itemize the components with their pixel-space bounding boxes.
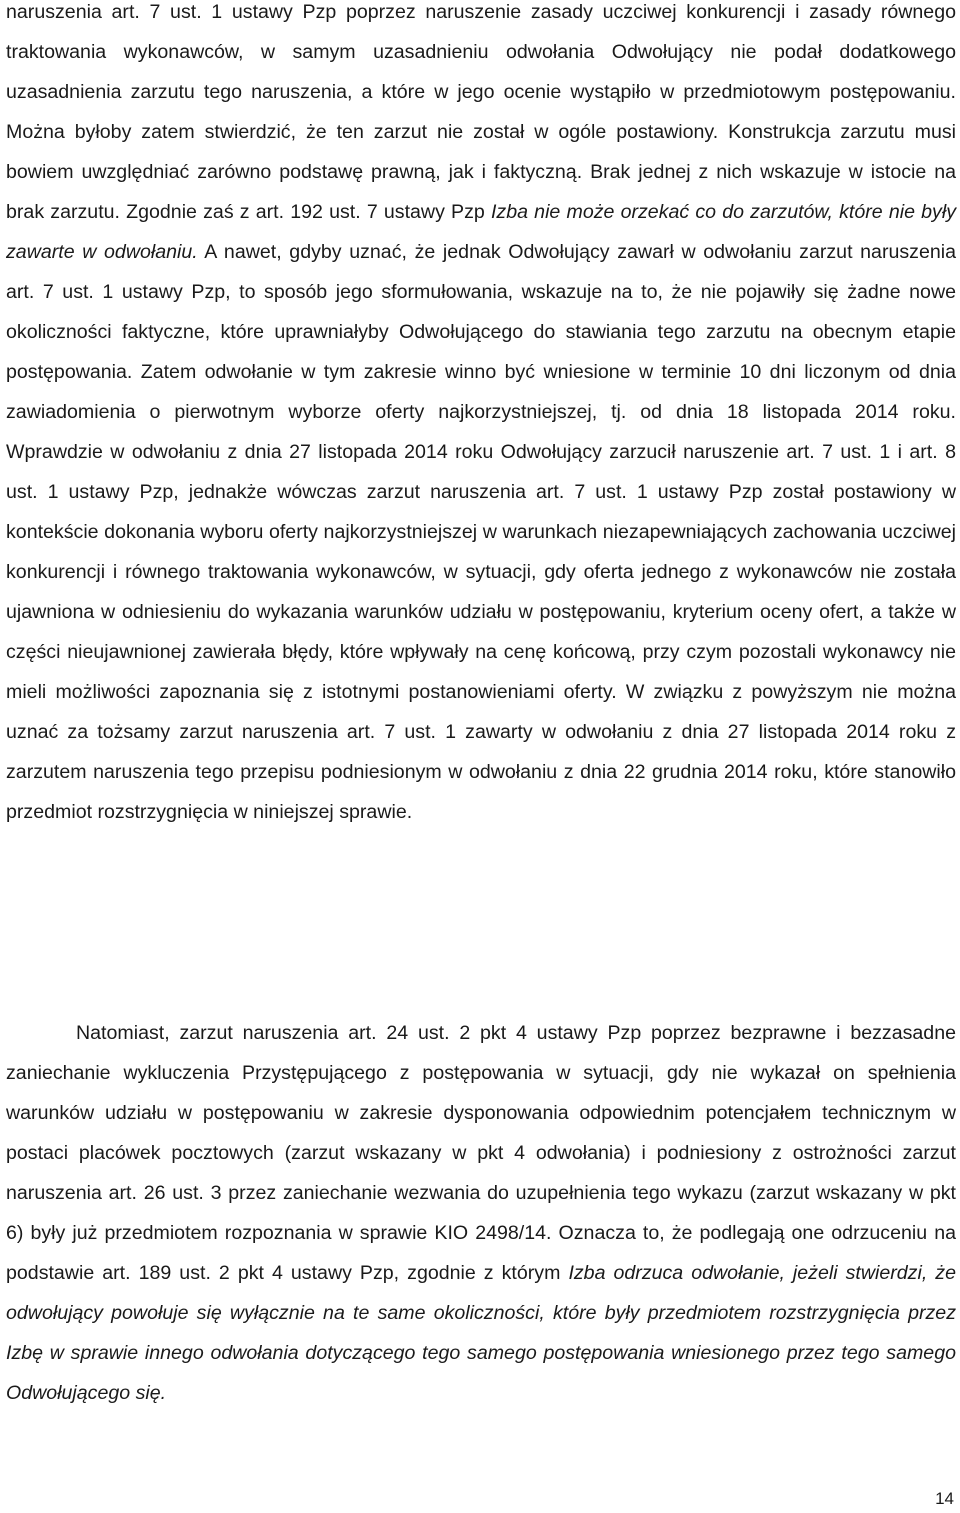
paragraph-1-text-b: A nawet, gdyby uznać, że jednak Odwołujący zawarł w odwołaniu zarzut naruszenia art. 7 ust. 1 ustawy Pzp, to sposób jego sformułowania, wskazuje na to, że nie pojawiły się żadne nowe okoliczności faktyczne, które uprawniałyby Odwołującego do stawiania tego zarzutu na obecnym etapie postępowania. Zatem odwołanie w tym zakresie winno być wniesione w terminie 10 dni liczonym od dnia zawiadomienia o pierwotnym wyborze oferty najkorzystniejszej, tj. od dnia 18 listopada 2014 roku. Wprawdzie w odwołaniu z dnia 27 listopada 2014 roku Odwołujący zarzucił naruszenie art. 7 ust. 1 i art. 8 ust. 1 ustawy Pzp, jednakże wówczas zarzut naruszenia art. 7 ust. 1 ustawy Pzp został postawiony w kontekście dokonania wyboru oferty najkorzystniejszej w warunkach niezapewniających zachowania uczciwej konkurencji i równego traktowania wykonawców, w sytuacji, gdy oferta jednego z wykonawców nie została ujawniona w odniesieniu do wykazania warunków udziału w postępowaniu, kryterium oceny ofert, a także w części nieujawnionej zawierała błędy, które wpływały na cenę końcową, przy czym pozostali wykonawcy nie mieli możliwości zapoznania się z istotnymi postanowieniami oferty. W związku z powyższym nie można uznać za tożsamy zarzut naruszenia art. 7 ust. 1 zawarty w odwołaniu z dnia 27 listopada 2014 roku z zarzutem naruszenia tego przepisu podniesionym w odwołaniu z dnia 22 grudnia 2014 roku, które stanowiło przedmiot rozstrzygnięcia w niniejszej sprawie. — [6, 241, 957, 823]
paragraph-2-quote: Izba odrzuca odwołanie, jeżeli stwierdzi, że odwołujący powołuje się wyłącznie na te same okoliczności, które były przedmiotem rozstrzygnięcia przez Izbę w sprawie innego odwołania dotyczącego tego samego postępowania wniesionego przez tego samego Odwołującego się. — [6, 1262, 956, 1404]
page-number: 14 — [935, 1489, 954, 1508]
paragraph-1 — [6, 0, 956, 832]
paragraph-2-text-a: Natomiast, zarzut naruszenia art. 24 ust. 2 pkt 4 ustawy Pzp poprzez bezprawne i bezzasadne zaniechanie wykluczenia Przystępującego z postępowania w sytuacji, gdy nie wykazał on spełnienia warunków udziału w postępowaniu w zakresie dysponowania odpowiednim potencjałem technicznym w postaci placówek pocztowych (zarzut wskazany w pkt 4 odwołania) i podniesiony z ostrożności zarzut naruszenia art. 26 ust. 3 przez zaniechanie wezwania do uzupełnienia tego wykazu (zarzut wskazany w pkt 6) były już przedmiotem rozpoznania w sprawie KIO 2498/14. Oznacza to, że podlegają one odrzuceniu na podstawie art. 189 ust. 2 pkt 4 ustawy Pzp, zgodnie z którym — [6, 1022, 956, 1284]
paragraph-2 — [6, 1013, 956, 1413]
paragraph-1-quote: Izba nie może orzekać co do zarzutów, które nie były zawarte w odwołaniu. — [6, 201, 956, 263]
paragraph-1-text-a: naruszenia art. 7 ust. 1 ustawy Pzp poprzez naruszenie zasady uczciwej konkurencji i zasady równego traktowania wykonawców, w samym uzasadnieniu odwołania Odwołujący nie podał dodatkowego uzasadnienia zarzutu tego naruszenia, a które w jego ocenie wystąpiło w przedmiotowym postępowaniu. Można byłoby zatem stwierdzić, że ten zarzut nie został w ogóle postawiony. Konstrukcja zarzutu musi bowiem uwzględniać zarówno podstawę prawną, jak i faktyczną. Brak jednej z nich wskazuje w istocie na brak zarzutu. Zgodnie zaś z art. 192 ust. 7 ustawy Pzp — [6, 1, 956, 223]
